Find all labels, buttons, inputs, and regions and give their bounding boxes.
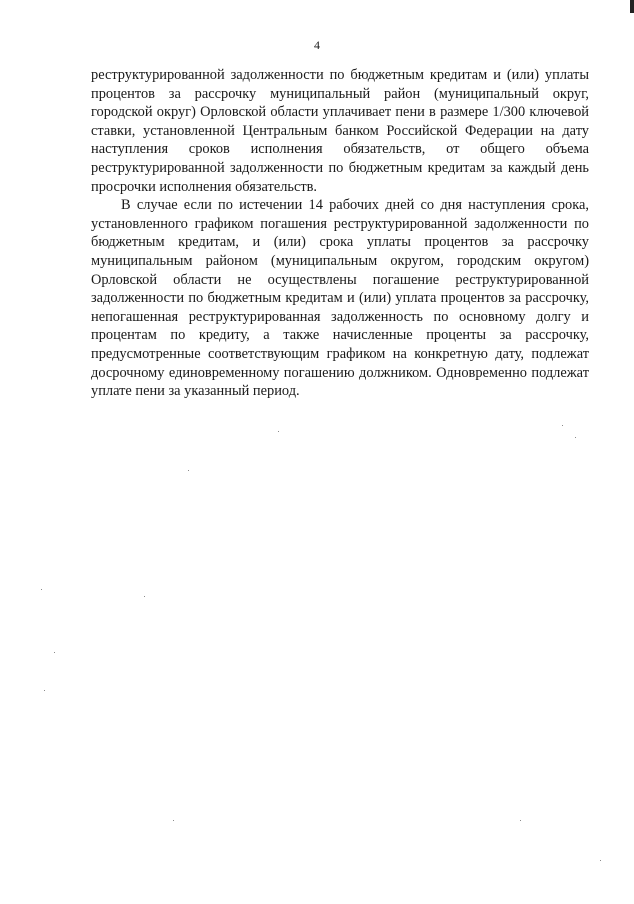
scan-edge-mark xyxy=(630,0,634,13)
scan-speck xyxy=(54,652,55,653)
scan-speck xyxy=(173,820,174,821)
document-body xyxy=(91,66,589,401)
page-number: 4 xyxy=(314,38,320,52)
scan-speck xyxy=(188,470,189,471)
scan-speck xyxy=(562,425,563,426)
scan-speck xyxy=(144,596,145,597)
paragraph-penalty-terms: реструктурированной задолженности по бюджетным кредитам и (или) уплаты процентов за рассрочку муниципальный район (муниципальный округ, городской округ) Орловской области уплачивает пени в размере 1/300 ключевой ставки, установленной Центральным банком Российской Федерации на дату наступления сроков исполнения обязательств, от общего объема реструктурированной задолженности по бюджетным кредитам за каждый день просрочки исполнения обязательств. xyxy=(91,67,589,195)
scan-speck xyxy=(520,820,521,821)
scan-speck xyxy=(575,437,576,438)
paragraph-early-repayment: В случае если по истечении 14 рабочих дней со дня наступления срока, установленного графиком погашения реструктурированной задолженности по бюджетным кредитам, и (или) срока уплаты процентов за рассрочку муниципальным районом (муниципальным округом, городским округом) Орловской области не осуществлены погашение реструктурированной задолженности по бюджетным кредитам и (или) уплата процентов за рассрочку, непогашенная реструктурированная задолженность по основному долгу и процентам по кредиту, а также начисленные проценты за рассрочку, предусмотренные соответствующим графиком на конкретную дату, подлежат досрочному единовременному погашению должником. Одновременно подлежат уплате пени за указанный период. xyxy=(91,197,589,400)
scan-speck xyxy=(41,589,42,590)
scan-speck xyxy=(600,860,601,861)
scan-speck xyxy=(278,431,279,432)
scan-speck xyxy=(44,690,45,691)
